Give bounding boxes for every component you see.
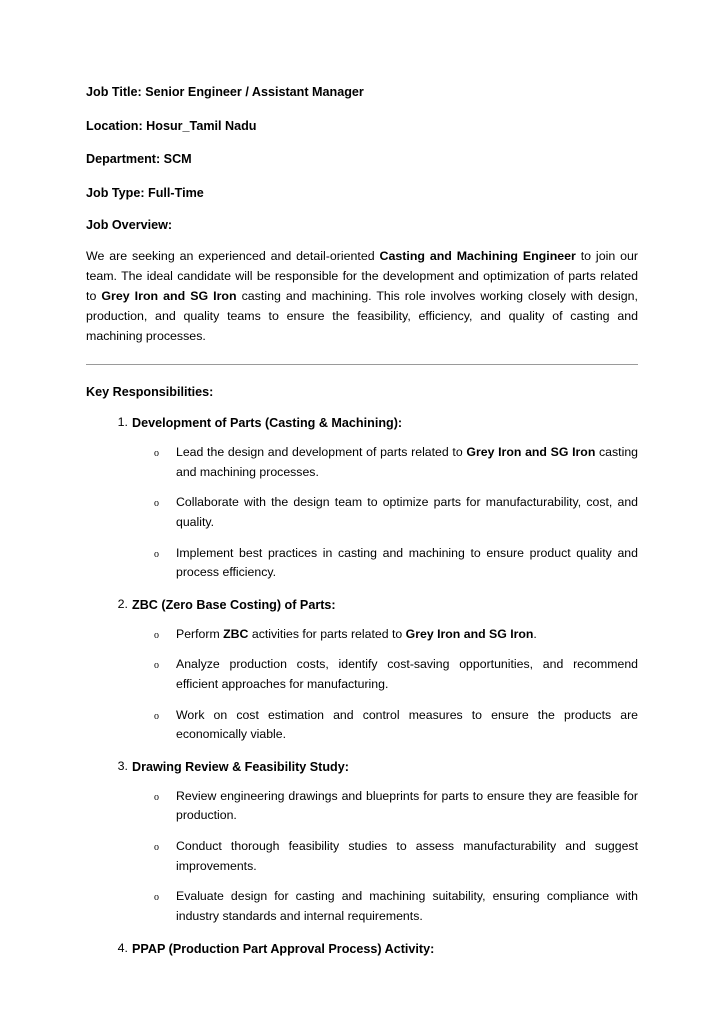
responsibility-bullet xyxy=(132,787,638,826)
responsibility-bullet xyxy=(132,625,638,645)
emphasis-text: Grey Iron and SG Iron xyxy=(405,626,534,641)
body-text: casting and machining. This role involves working closely with design, production, and quality teams to ensure the feasibility, efficiency, and quality of casting and machining processes. xyxy=(86,289,639,344)
key-responsibilities-heading: Key Responsibilities: xyxy=(86,385,214,400)
body-text: . xyxy=(533,626,537,641)
body-text: activities for parts related to xyxy=(248,626,406,641)
responsibility-item xyxy=(86,759,638,927)
responsibility-title: Drawing Review & Feasibility Study: xyxy=(132,760,349,775)
responsibility-bullet xyxy=(132,837,638,876)
bullet-text xyxy=(176,445,638,479)
job-meta-label: Location: xyxy=(86,118,143,133)
body-text: We are seeking an experienced and detail-oriented xyxy=(86,249,380,263)
body-text: Lead the design and development of parts related to xyxy=(176,445,467,460)
responsibility-number: 1. xyxy=(117,415,128,430)
circle-bullet-icon: o xyxy=(154,892,159,904)
responsibility-item xyxy=(86,941,638,959)
responsibilities-list xyxy=(86,415,638,958)
job-meta-value: SCM xyxy=(160,152,192,166)
body-text: Perform xyxy=(176,626,224,641)
responsibility-title: Development of Parts (Casting & Machining): xyxy=(132,416,403,431)
responsibility-number: 3. xyxy=(117,759,128,774)
bullet-text xyxy=(176,889,638,923)
body-text: Conduct thorough feasibility studies to assess manufacturability and suggest improvements. xyxy=(176,839,638,873)
responsibility-title: ZBC (Zero Base Costing) of Parts: xyxy=(132,598,336,613)
body-text: Review engineering drawings and blueprints for parts to ensure they are feasible for production. xyxy=(176,788,638,823)
circle-bullet-icon: o xyxy=(154,842,159,854)
responsibility-bullet xyxy=(132,493,638,532)
body-text: Analyze production costs, identify cost-saving opportunities, and recommend efficient approaches for manufacturing. xyxy=(176,657,638,692)
responsibility-number: 2. xyxy=(117,597,128,612)
job-meta-line xyxy=(86,84,638,101)
responsibility-item xyxy=(86,415,638,583)
responsibility-number: 4. xyxy=(117,940,128,955)
responsibility-bullet xyxy=(132,655,638,694)
responsibility-bullet xyxy=(132,544,638,583)
circle-bullet-icon: o xyxy=(154,660,159,672)
job-meta-line xyxy=(86,151,638,168)
body-text: casting and machining processes. xyxy=(176,445,638,479)
bullet-text xyxy=(176,546,638,580)
emphasis-text: Grey Iron and SG Iron xyxy=(101,289,237,304)
responsibility-bullet xyxy=(132,443,638,482)
bullet-text xyxy=(176,839,638,873)
section-divider xyxy=(86,364,638,365)
job-overview-paragraph xyxy=(86,246,638,346)
job-meta-label: Job Type: xyxy=(86,185,145,200)
emphasis-text: Grey Iron and SG Iron xyxy=(466,445,596,460)
responsibility-sublist xyxy=(132,787,638,927)
responsibility-title: PPAP (Production Part Approval Process) Activity: xyxy=(132,941,435,956)
job-meta-line xyxy=(86,185,638,202)
body-text: Work on cost estimation and control measures to ensure the products are economically viable. xyxy=(176,707,638,742)
job-meta-value: Full-Time xyxy=(144,185,204,200)
job-meta-value: Senior Engineer / Assistant Manager xyxy=(141,85,364,99)
body-text: to join our team. The ideal candidate will be responsible for the development and optimization of parts related to xyxy=(86,249,638,304)
body-text: Evaluate design for casting and machining suitability, ensuring compliance with industry standards and internal requirements. xyxy=(176,889,638,924)
responsibility-bullet xyxy=(132,887,638,926)
bullet-text xyxy=(176,657,638,691)
job-meta-line xyxy=(86,118,638,135)
circle-bullet-icon: o xyxy=(154,791,159,803)
circle-bullet-icon: o xyxy=(154,710,159,722)
body-text: Collaborate with the design team to optimize parts for manufacturability, cost, and quality. xyxy=(176,495,638,530)
circle-bullet-icon: o xyxy=(154,498,159,510)
emphasis-text: Casting and Machining Engineer xyxy=(379,249,576,263)
bullet-text xyxy=(176,789,638,823)
circle-bullet-icon: o xyxy=(154,629,159,641)
body-text: Implement best practices in casting and machining to ensure product quality and process efficiency. xyxy=(176,545,638,580)
bullet-text xyxy=(176,708,638,742)
responsibility-item xyxy=(86,597,638,745)
circle-bullet-icon: o xyxy=(154,448,159,460)
job-meta-label: Department: xyxy=(86,152,161,166)
bullet-text xyxy=(176,627,537,641)
job-meta-block xyxy=(86,84,638,202)
job-meta-label: Job Title: xyxy=(86,85,142,99)
circle-bullet-icon: o xyxy=(154,548,159,560)
responsibility-sublist xyxy=(132,625,638,745)
job-overview-heading: Job Overview: xyxy=(86,218,173,232)
bullet-text xyxy=(176,495,638,529)
responsibility-sublist xyxy=(132,443,638,583)
responsibility-bullet xyxy=(132,706,638,745)
emphasis-text: ZBC xyxy=(223,626,249,641)
job-meta-value: Hosur_Tamil Nadu xyxy=(142,118,257,133)
